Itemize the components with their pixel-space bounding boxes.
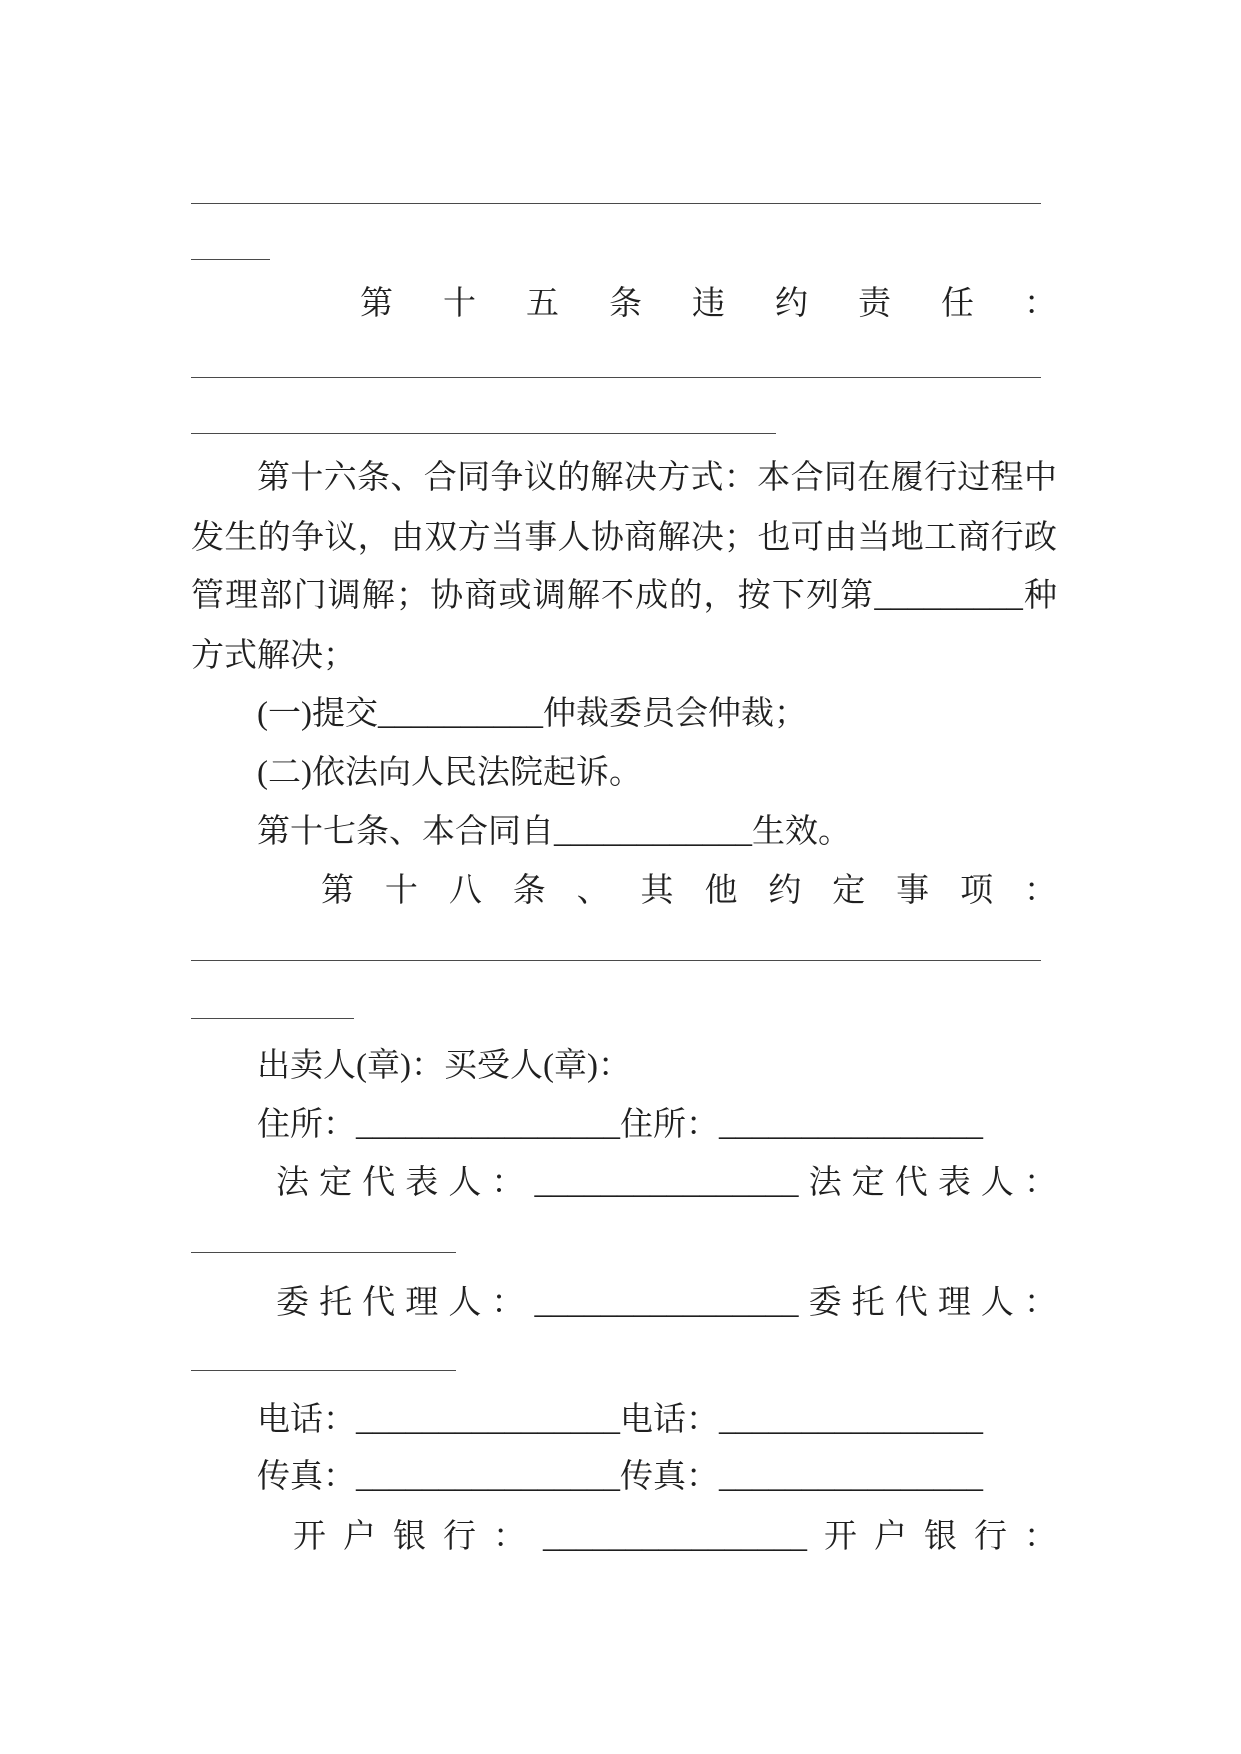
article-16-option-litigation: (二)依法向人民法院起诉。 [257,755,642,791]
article-18-heading: 第十八条、其他约定事项： [321,873,1057,909]
signature-bank: 开户银行：________________开户银行： [293,1519,1057,1555]
blank-fill-line [191,377,1041,378]
article-16-line: 发生的争议，由双方当事人协商解决；也可由当地工商行政 [191,520,1057,556]
signature-fax: 传真：________________传真：________________ [257,1459,983,1495]
article-16-option-arbitration: (一)提交__________仲裁委员会仲裁； [257,696,807,732]
blank-fill-line [191,259,270,260]
signature-legal-representative: 法定代表人：________________法定代表人： [276,1165,1057,1201]
blank-fill-line [191,1018,354,1019]
blank-fill-line [191,960,1041,961]
blank-fill-line [191,433,776,434]
signature-phone: 电话：________________电话：________________ [257,1402,983,1438]
blank-fill-line [191,203,1041,204]
signature-parties: 出卖人(章)：买受人(章)： [257,1048,631,1084]
blank-fill-line [191,1252,456,1253]
article-16-line: 方式解决； [191,638,356,674]
article-15-heading: 第十五条违约责任： [360,286,1057,322]
signature-agent: 委托代理人：________________委托代理人： [276,1285,1057,1321]
article-17-text: 第十七条、本合同自____________生效。 [257,814,851,850]
article-16-line: 管理部门调解；协商或调解不成的，按下列第_________种 [191,578,1057,614]
signature-address: 住所：________________住所：________________ [257,1107,983,1143]
blank-fill-line [191,1370,456,1371]
article-16-line: 第十六条、合同争议的解决方式：本合同在履行过程中 [257,460,1057,496]
